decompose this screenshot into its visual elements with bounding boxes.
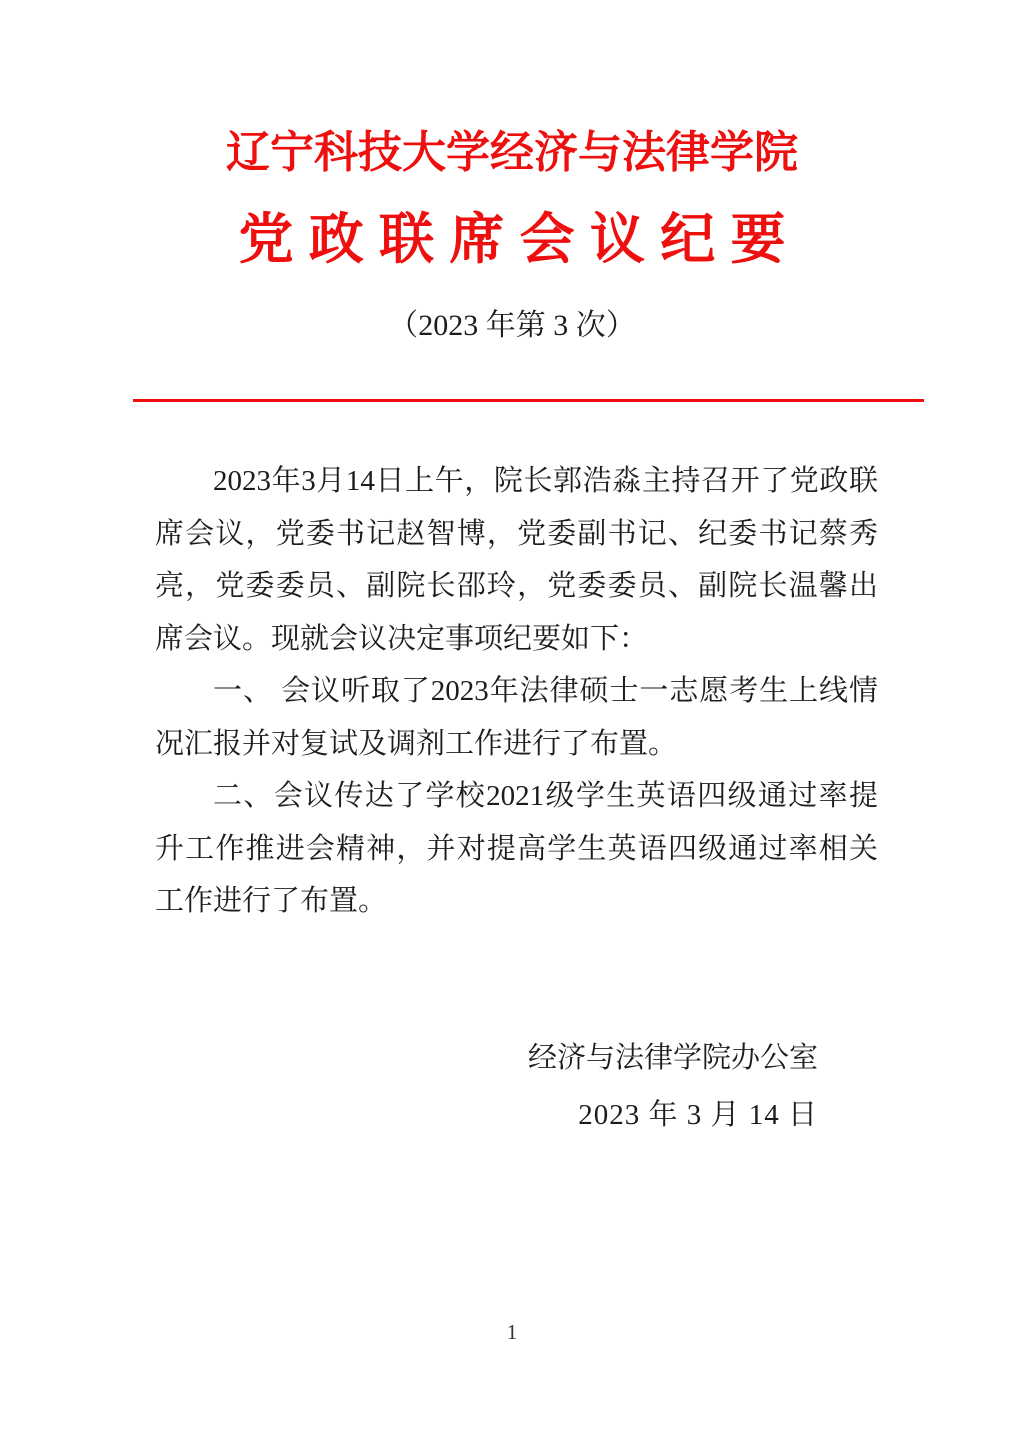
document-title-meeting-minutes: 党 政 联 席 会 议 纪 要 — [238, 208, 786, 270]
document-title-institution: 辽宁科技大学经济与法律学院 — [226, 128, 798, 177]
signature-date: 2023 年 3 月 14 日 — [578, 1099, 818, 1131]
session-subtitle: （2023 年第 3 次） — [388, 309, 636, 342]
page-number: 1 — [506, 1320, 518, 1344]
red-divider-line — [133, 399, 924, 402]
signature-block — [528, 1030, 818, 1144]
signature-office: 经济与法律学院办公室 — [527, 1042, 818, 1074]
paragraph-item-2: 二、会议传达了学校2021级学生英语四级通过率提升工作推进会精神，并对提高学生英语四级通过率相关工作进行了布置。 — [155, 780, 878, 917]
document-body — [155, 455, 878, 928]
paragraph-intro: 2023年3月14日上午，院长郭浩淼主持召开了党政联席会议，党委书记赵智博，党委副书记、纪委书记蔡秀亮，党委委员、副院长邵玲，党委委员、副院长温馨出席会议。现就会议决定事项纪要如下： — [155, 465, 878, 655]
paragraph-item-1: 一、 会议听取了2023年法律硕士一志愿考生上线情况汇报并对复试及调剂工作进行了布置。 — [155, 675, 878, 760]
